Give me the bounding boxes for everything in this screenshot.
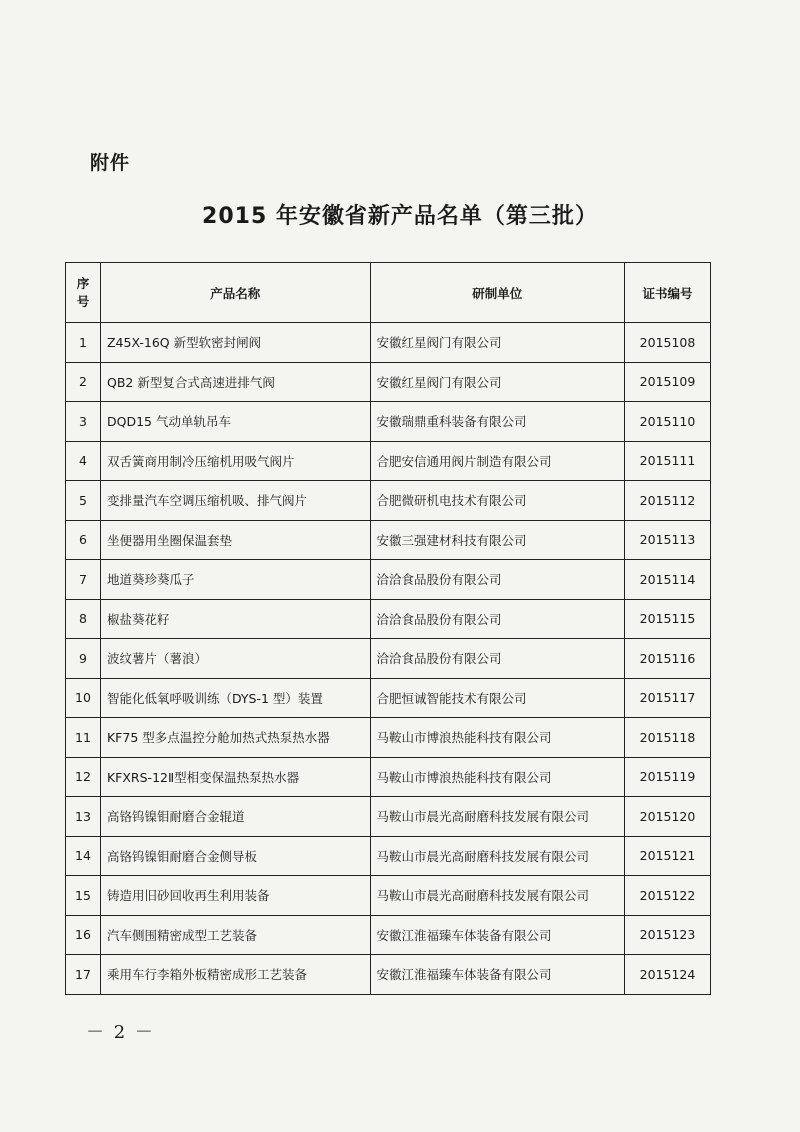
- table-row: [66, 718, 711, 758]
- product-name: 高铬钨镍钼耐磨合金辊道: [100, 797, 370, 837]
- table-row: [66, 678, 711, 718]
- product-name: KFXRS-12Ⅱ型相变保温热泵热水器: [100, 757, 370, 797]
- page-number: － 2 －: [86, 1022, 155, 1043]
- certificate-number: 2015120: [625, 797, 711, 837]
- header-no: [66, 263, 101, 323]
- document-title: 2015 年安徽省新产品名单（第三批）: [202, 204, 598, 229]
- developer-unit: 安徽红星阀门有限公司: [370, 362, 625, 402]
- certificate-number: 2015113: [625, 520, 711, 560]
- certificate-number: 2015108: [625, 323, 711, 363]
- developer-unit: 安徽瑞鼎重科装备有限公司: [370, 402, 625, 442]
- table-row: [66, 323, 711, 363]
- row-number: 1: [66, 323, 101, 363]
- header-unit: 研制单位: [370, 263, 625, 323]
- table-header-row: [66, 263, 711, 323]
- row-number: 15: [66, 876, 101, 916]
- row-number: 9: [66, 639, 101, 679]
- product-name: 地道葵珍葵瓜子: [100, 560, 370, 600]
- certificate-number: 2015111: [625, 441, 711, 481]
- row-number: 7: [66, 560, 101, 600]
- developer-unit: 安徽三强建材科技有限公司: [370, 520, 625, 560]
- developer-unit: 安徽红星阀门有限公司: [370, 323, 625, 363]
- developer-unit: 马鞍山市晨光高耐磨科技发展有限公司: [370, 876, 625, 916]
- certificate-number: 2015121: [625, 836, 711, 876]
- product-name: 汽车侧围精密成型工艺装备: [100, 915, 370, 955]
- product-name: DQD15 气动单轨吊车: [100, 402, 370, 442]
- product-name: 智能化低氧呼吸训练（DYS-1 型）装置: [100, 678, 370, 718]
- product-name: 乘用车行李箱外板精密成形工艺装备: [100, 955, 370, 995]
- certificate-number: 2015116: [625, 639, 711, 679]
- certificate-number: 2015115: [625, 599, 711, 639]
- product-name: Z45X-16Q 新型软密封闸阀: [100, 323, 370, 363]
- product-name: 高铬钨镍钼耐磨合金侧导板: [100, 836, 370, 876]
- table-row: [66, 362, 711, 402]
- row-number: 3: [66, 402, 101, 442]
- row-number: 16: [66, 915, 101, 955]
- table-row: [66, 481, 711, 521]
- developer-unit: 合肥微研机电技术有限公司: [370, 481, 625, 521]
- developer-unit: 洽洽食品股份有限公司: [370, 599, 625, 639]
- product-name: QB2 新型复合式高速进排气阀: [100, 362, 370, 402]
- table-row: [66, 639, 711, 679]
- developer-unit: 马鞍山市晨光高耐磨科技发展有限公司: [370, 836, 625, 876]
- developer-unit: 洽洽食品股份有限公司: [370, 560, 625, 600]
- certificate-number: 2015114: [625, 560, 711, 600]
- row-number: 5: [66, 481, 101, 521]
- table-row: [66, 876, 711, 916]
- developer-unit: 洽洽食品股份有限公司: [370, 639, 625, 679]
- header-name: 产品名称: [100, 263, 370, 323]
- certificate-number: 2015124: [625, 955, 711, 995]
- table-row: [66, 955, 711, 995]
- certificate-number: 2015118: [625, 718, 711, 758]
- table-row: [66, 915, 711, 955]
- row-number: 11: [66, 718, 101, 758]
- table-row: [66, 836, 711, 876]
- row-number: 2: [66, 362, 101, 402]
- header-no-label: 序号: [76, 275, 90, 309]
- developer-unit: 马鞍山市博浪热能科技有限公司: [370, 718, 625, 758]
- certificate-number: 2015122: [625, 876, 711, 916]
- certificate-number: 2015117: [625, 678, 711, 718]
- product-name: 铸造用旧砂回收再生利用装备: [100, 876, 370, 916]
- table-row: [66, 441, 711, 481]
- annex-label: 附件: [90, 152, 131, 174]
- certificate-number: 2015112: [625, 481, 711, 521]
- row-number: 4: [66, 441, 101, 481]
- certificate-number: 2015119: [625, 757, 711, 797]
- row-number: 6: [66, 520, 101, 560]
- developer-unit: 合肥安信通用阀片制造有限公司: [370, 441, 625, 481]
- certificate-number: 2015110: [625, 402, 711, 442]
- row-number: 17: [66, 955, 101, 995]
- product-name: 双舌簧商用制冷压缩机用吸气阀片: [100, 441, 370, 481]
- row-number: 10: [66, 678, 101, 718]
- product-name: 变排量汽车空调压缩机吸、排气阀片: [100, 481, 370, 521]
- product-name: 波纹薯片（薯浪）: [100, 639, 370, 679]
- table-row: [66, 797, 711, 837]
- table-row: [66, 599, 711, 639]
- product-name: 椒盐葵花籽: [100, 599, 370, 639]
- developer-unit: 马鞍山市博浪热能科技有限公司: [370, 757, 625, 797]
- row-number: 12: [66, 757, 101, 797]
- developer-unit: 安徽江淮福臻车体装备有限公司: [370, 955, 625, 995]
- product-list-table: [65, 262, 711, 995]
- table-row: [66, 560, 711, 600]
- row-number: 8: [66, 599, 101, 639]
- row-number: 13: [66, 797, 101, 837]
- table-row: [66, 757, 711, 797]
- product-name: KF75 型多点温控分舱加热式热泵热水器: [100, 718, 370, 758]
- header-cert: 证书编号: [625, 263, 711, 323]
- developer-unit: 安徽江淮福臻车体装备有限公司: [370, 915, 625, 955]
- table-row: [66, 520, 711, 560]
- developer-unit: 马鞍山市晨光高耐磨科技发展有限公司: [370, 797, 625, 837]
- row-number: 14: [66, 836, 101, 876]
- table-row: [66, 402, 711, 442]
- certificate-number: 2015123: [625, 915, 711, 955]
- product-name: 坐便器用坐圈保温套垫: [100, 520, 370, 560]
- developer-unit: 合肥恒诚智能技术有限公司: [370, 678, 625, 718]
- certificate-number: 2015109: [625, 362, 711, 402]
